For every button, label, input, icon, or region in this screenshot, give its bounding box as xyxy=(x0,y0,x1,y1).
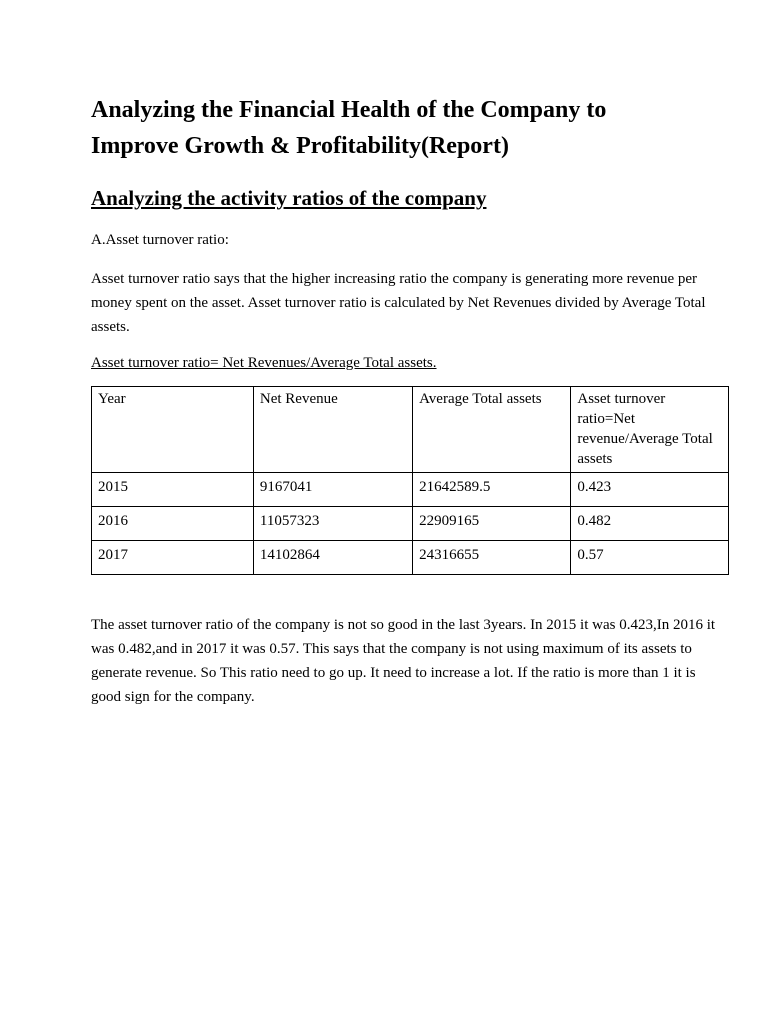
table-cell: 2017 xyxy=(92,541,254,575)
formula-line: Asset turnover ratio= Net Revenues/Average Total assets. xyxy=(91,355,437,371)
document-title-line-1: Analyzing the Financial Health of the Company to xyxy=(91,97,607,123)
table-cell: 9167041 xyxy=(253,473,412,507)
document-title-line-2: Improve Growth & Profitability(Report) xyxy=(91,133,509,159)
table-cell: 0.57 xyxy=(571,541,729,575)
table-row xyxy=(92,507,729,541)
table-cell: 24316655 xyxy=(413,541,571,575)
asset-turnover-table xyxy=(91,386,729,575)
table-header-cell: Asset turnover ratio=Net revenue/Average Total assets xyxy=(571,387,729,473)
conclusion-paragraph: The asset turnover ratio of the company is not so good in the last 3years. In 2015 it was 0.423,In 2016 it was 0.482,and in 2017 it was 0.57. This says that the company is not using maximum of its assets to generate revenue. So This ratio need to go up. It need to increase a lot. If the ratio is more than 1 it is good sign for the company. xyxy=(91,617,716,705)
table-cell: 2016 xyxy=(92,507,254,541)
table-row xyxy=(92,541,729,575)
table-header-cell: Net Revenue xyxy=(253,387,412,473)
section-heading: Analyzing the activity ratios of the company xyxy=(91,186,487,210)
subheading-asset-turnover: A.Asset turnover ratio: xyxy=(91,232,229,248)
table-header-cell: Year xyxy=(92,387,254,473)
table-cell: 14102864 xyxy=(253,541,412,575)
table-cell: 0.482 xyxy=(571,507,729,541)
table-cell: 2015 xyxy=(92,473,254,507)
intro-paragraph: Asset turnover ratio says that the higher increasing ratio the company is generating more revenue per money spent on the asset. Asset turnover ratio is calculated by Net Revenues divided by Average Total assets. xyxy=(91,271,706,335)
table-header-row xyxy=(92,387,729,473)
table-header-cell: Average Total assets xyxy=(413,387,571,473)
table-row xyxy=(92,473,729,507)
table-cell: 21642589.5 xyxy=(413,473,571,507)
document-title xyxy=(91,92,728,164)
table-cell: 22909165 xyxy=(413,507,571,541)
table-cell: 0.423 xyxy=(571,473,729,507)
table-cell: 11057323 xyxy=(253,507,412,541)
